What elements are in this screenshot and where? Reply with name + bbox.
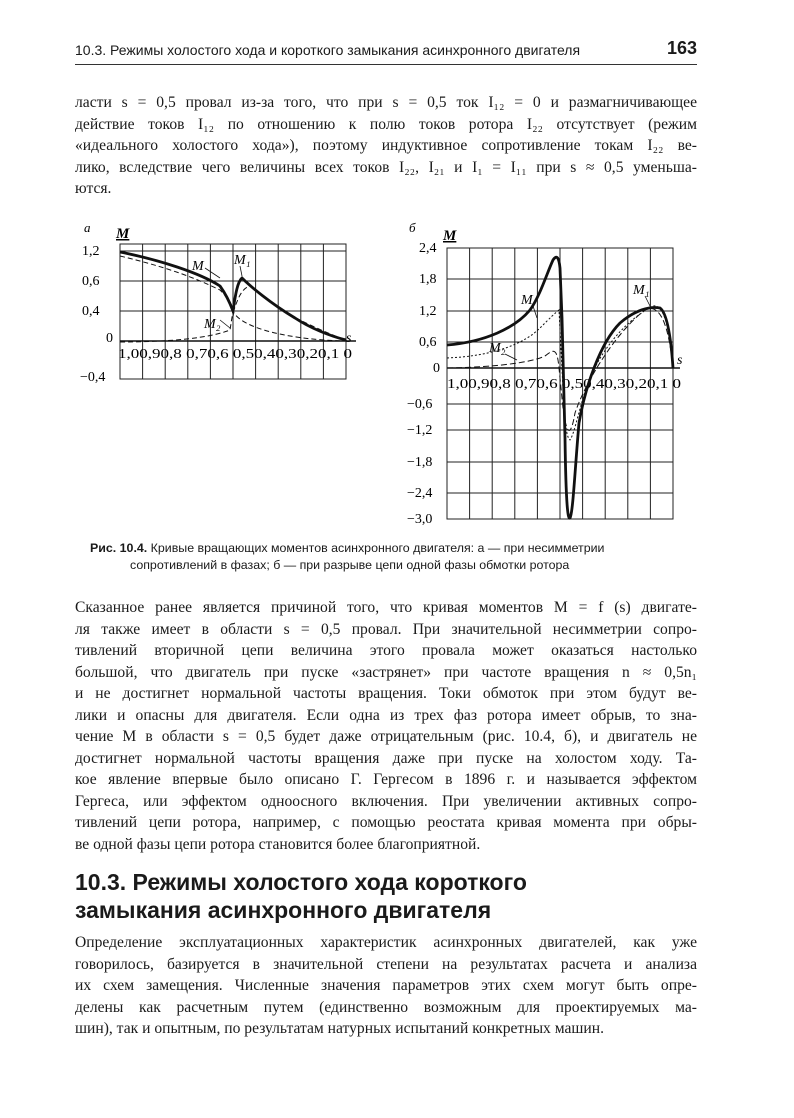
text-line: тивлений вторичной цепи величина этого провала может оказаться настолько: [75, 642, 697, 659]
text-line: «идеального холостого хода»), поэтому индуктивное сопротивление токам I₂₂ ве-: [75, 137, 697, 154]
panel-a-label-m2: M₂: [204, 317, 221, 332]
text-line: тивлений цепи ротора, например, с помощью реостата кривая момента при обры-: [75, 814, 697, 831]
text-line: Сказанное ранее является причиной того, что кривая моментов M = f (s) двигате-: [75, 599, 697, 616]
text-line: лико, вследствие чего величины всех токов I₂₂, I₂₁ и I₁ = I₁₁ при s ≈ 0,5 уменьша-: [75, 158, 697, 176]
panel-b-label-m2: M₂: [489, 341, 506, 356]
panel-b-ylabel: M: [443, 228, 457, 244]
caption-line-2: сопротивлений в фазах; б — при разрыве цепи одной фазы обмотки ротора: [130, 558, 570, 572]
text-line: достигнет нормальной частоты вращения даже при пуске на холостом ходу. Та-: [75, 749, 697, 767]
panel-b-ytick: −1,8: [407, 455, 433, 470]
text-line: действие токов I₁₂ по отношению к полю токов ротора I₂₂ отсутствует (режим: [75, 115, 697, 133]
panel-b-ytick: 1,8: [419, 272, 437, 287]
text-line: шин), так и опытным, по результатам натурных испытаний конкретных машин.: [75, 1020, 605, 1037]
text-line: Определение эксплуатационных характеристик асинхронных двигателей, как уже: [75, 934, 697, 951]
caption-line-1: Кривые вращающих моментов асинхронного двигателя: а — при несимметрии: [150, 541, 605, 555]
panel-b-ytick: −1,2: [407, 423, 433, 438]
panel-a-xticks: 1,00,90,8 0,70,6 0,50,40,30,20,1 0: [118, 347, 352, 362]
text-line: ля также имеет в области s = 0,5 провал. При значительной несимметрии сопро-: [75, 620, 697, 638]
section-heading-line-1: 10.3. Режимы холостого хода короткого: [75, 869, 527, 895]
text-line: Гергеса, или эффектом одноосного включения. При увеличении активных сопро-: [75, 792, 697, 810]
main-paragraph: [75, 597, 697, 855]
panel-a-ytick: 0,4: [82, 304, 100, 319]
text-line: делены как расчетным путем (единственно возможным для проектируемых ма-: [75, 998, 697, 1016]
running-head: [75, 38, 697, 65]
text-line: большой, что двигатель при пуске «застрянет» при частоте вращения n ≈ 0,5n₁: [75, 663, 697, 681]
text-line: ве одной фазы цепи ротора становится более благоприятной.: [75, 835, 481, 853]
bottom-paragraph: [75, 932, 697, 1040]
text-line: чение M в области s = 0,5 будет даже отрицательным (рис. 10.4, б), и двигатель не: [75, 728, 697, 745]
page-number: 163: [666, 38, 697, 58]
text-line: ласти s = 0,5 провал из-за того, что при s = 0,5 ток I₁₂ = 0 и размагничивающее: [75, 94, 697, 111]
section-heading-line-2: замыкания асинхронного двигателя: [75, 897, 492, 923]
panel-b-label-m: M: [521, 293, 533, 308]
panel-b-label-m1: M₁: [633, 283, 650, 298]
panel-b-label: б: [409, 220, 416, 235]
caption-label: Рис. 10.4.: [90, 541, 148, 555]
text-line: ются.: [75, 180, 112, 197]
panel-b-ytick: −2,4: [407, 486, 433, 501]
top-paragraph: [75, 92, 697, 200]
panel-b-ytick: 2,4: [419, 241, 437, 256]
section-heading: [75, 868, 715, 924]
panel-a-label-m1: M₁: [234, 253, 251, 268]
panel-a-ytick: 0: [106, 331, 113, 346]
panel-a-label: а: [84, 220, 91, 235]
figure-caption: [90, 540, 690, 574]
panel-b-ytick: 1,2: [419, 304, 437, 319]
panel-a-xlabel: s: [346, 331, 352, 346]
panel-b-xlabel: s: [677, 353, 683, 368]
text-line: их схем замещения. Численные значения параметров этих схем могут быть опре-: [75, 977, 697, 994]
panel-b-ytick: 0: [433, 361, 440, 376]
text-line: и не достигнет нормальной частоты вращения. Токи обмоток при этом будут ве-: [75, 685, 697, 702]
panel-a-ytick: 0,6: [82, 274, 100, 289]
panel-b-xticks: 1,00,90,8 0,70,6 0,50,40,30,20,1 0: [447, 377, 681, 392]
text-line: лики и опасны для двигателя. Если одна из трех фаз ротора имеет обрыв, то зна-: [75, 706, 697, 724]
panel-b-ytick: −0,6: [407, 397, 433, 412]
panel-a-ytick: 1,2: [82, 244, 100, 259]
running-head-title: 10.3. Режимы холостого хода и короткого замыкания асинхронного двигателя: [75, 42, 581, 58]
panel-b-ytick: 0,6: [419, 335, 437, 350]
panel-a-ylabel: M: [116, 226, 130, 242]
panel-b-ytick: −3,0: [407, 512, 433, 527]
text-line: говорилось, базируется в значительной степени на результатах расчета и анализа: [75, 955, 697, 973]
figure-panel-b: [405, 218, 695, 528]
panel-a-label-m: M: [192, 259, 204, 274]
figure-panel-a: [80, 218, 370, 388]
text-line: кое явление впервые было описано Г. Гергесом в 1896 г. и называется эффектом: [75, 771, 697, 788]
panel-a-ytick: −0,4: [80, 370, 106, 385]
